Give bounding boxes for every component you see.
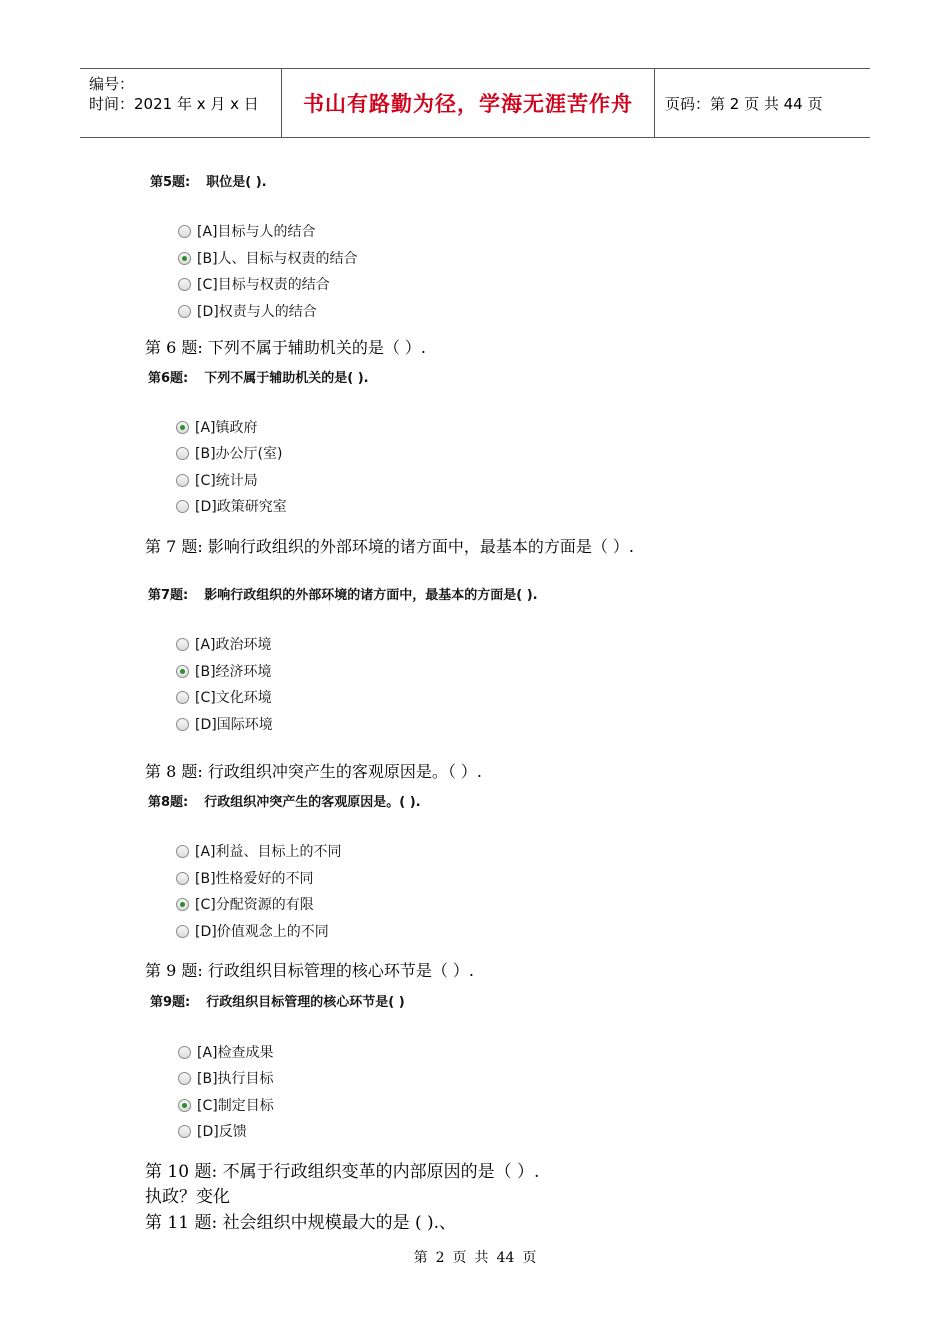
q8-option-d[interactable] (176, 922, 329, 940)
option-label: [B]人、目标与权责的结合 (197, 251, 358, 267)
q5-option-a[interactable] (178, 222, 316, 240)
option-label: [D]国际环境 (195, 717, 273, 733)
question-8-text: 第 8 题: 行政组织冲突产生的客观原因是。（ ）. (145, 762, 483, 781)
radio-selected-icon[interactable] (176, 421, 189, 434)
radio-button-icon[interactable] (176, 872, 189, 885)
option-label: [B]性格爱好的不同 (195, 871, 314, 887)
option-label: [A]政治环境 (195, 637, 272, 653)
q6-option-b[interactable] (176, 444, 282, 462)
radio-button-icon[interactable] (178, 1072, 191, 1085)
footer-page-number: 2 (435, 1250, 445, 1266)
q9-option-d[interactable] (178, 1122, 247, 1140)
question-text: 下列不属于辅助机关的是( ). (204, 371, 369, 386)
option-label: [D]权责与人的结合 (197, 304, 317, 320)
q6-option-a[interactable] (176, 418, 258, 436)
radio-button-icon[interactable] (176, 474, 189, 487)
q7-option-d[interactable] (176, 715, 273, 733)
header-meta-cell (80, 69, 282, 137)
option-label: [A]目标与人的结合 (197, 224, 316, 240)
radio-button-icon[interactable] (178, 1125, 191, 1138)
page-info: 页码：第 2 页 共 44 页 (665, 94, 823, 113)
question-number: 第8题: (148, 795, 189, 810)
radio-button-icon[interactable] (176, 718, 189, 731)
option-label: [B]经济环境 (195, 664, 272, 680)
question-text: 职位是( ). (206, 175, 267, 190)
question-10-text: 第 10 题: 不属于行政组织变革的内部原因的是（ ）. (145, 1162, 540, 1182)
question-text: 影响行政组织的外部环境的诸方面中，最基本的方面是( ). (204, 588, 538, 603)
radio-selected-icon[interactable] (176, 665, 189, 678)
footer-total-pages: 44 (496, 1250, 515, 1266)
footer-word: 页 (452, 1250, 467, 1266)
question-10-answer: 执政？变化 (145, 1187, 230, 1207)
q6-option-c[interactable] (176, 471, 258, 489)
radio-button-icon[interactable] (176, 691, 189, 704)
question-number: 第5题: (150, 175, 191, 190)
footer-word: 第 (413, 1250, 428, 1266)
radio-button-icon[interactable] (178, 278, 191, 291)
question-11-text: 第 11 题: 社会组织中规模最大的是 ( ).、 (145, 1213, 457, 1233)
number-label: 编号： (89, 75, 135, 93)
radio-button-icon[interactable] (178, 1046, 191, 1059)
header-page-cell (655, 69, 870, 137)
page-header (80, 68, 870, 138)
question-9-text: 第 9 题: 行政组织目标管理的核心环节是（ ）. (145, 961, 475, 980)
question-number: 第9题: (150, 995, 191, 1010)
question-6-label (148, 367, 369, 386)
footer-word: 共 (474, 1250, 489, 1266)
radio-button-icon[interactable] (176, 845, 189, 858)
radio-selected-icon[interactable] (176, 898, 189, 911)
q7-option-a[interactable] (176, 635, 272, 653)
question-6-text: 第 6 题: 下列不属于辅助机关的是（ ）. (145, 338, 427, 357)
radio-button-icon[interactable] (176, 447, 189, 460)
option-label: [C]统计局 (195, 473, 258, 489)
option-label: [A]镇政府 (195, 420, 258, 436)
option-label: [B]执行目标 (197, 1071, 274, 1087)
radio-button-icon[interactable] (178, 305, 191, 318)
q5-option-b[interactable] (178, 249, 358, 267)
option-label: [A]检查成果 (197, 1045, 274, 1061)
option-label: [C]制定目标 (197, 1098, 274, 1114)
question-5-label (150, 171, 267, 190)
option-label: [D]反馈 (197, 1124, 247, 1140)
q9-option-a[interactable] (178, 1043, 274, 1061)
option-label: [B]办公厅(室) (195, 446, 283, 462)
header-motto-cell (282, 69, 655, 137)
radio-button-icon[interactable] (176, 925, 189, 938)
q6-option-d[interactable] (176, 497, 287, 515)
q8-option-c[interactable] (176, 895, 314, 913)
question-7-text: 第 7 题: 影响行政组织的外部环境的诸方面中，最基本的方面是（ ）. (145, 537, 635, 556)
q7-option-c[interactable] (176, 688, 272, 706)
radio-button-icon[interactable] (176, 500, 189, 513)
q8-option-a[interactable] (176, 842, 342, 860)
q9-option-b[interactable] (178, 1069, 274, 1087)
option-label: [C]分配资源的有限 (195, 897, 314, 913)
footer-word: 页 (522, 1250, 537, 1266)
radio-selected-icon[interactable] (178, 1099, 191, 1112)
question-number: 第7题: (148, 588, 189, 603)
question-9-label (150, 991, 405, 1010)
option-label: [C]文化环境 (195, 690, 272, 706)
motto-text: 书山有路勤为径，学海无涯苦作舟 (303, 92, 633, 116)
option-label: [D]政策研究室 (195, 499, 287, 515)
q9-option-c[interactable] (178, 1096, 274, 1114)
q8-option-b[interactable] (176, 869, 314, 887)
question-text: 行政组织目标管理的核心环节是( ) (206, 995, 405, 1010)
option-label: [C]目标与权责的结合 (197, 277, 330, 293)
option-label: [A]利益、目标上的不同 (195, 844, 342, 860)
q5-option-c[interactable] (178, 275, 330, 293)
question-7-label (148, 584, 538, 603)
q5-option-d[interactable] (178, 302, 317, 320)
radio-button-icon[interactable] (176, 638, 189, 651)
question-8-label (148, 791, 421, 810)
radio-button-icon[interactable] (178, 225, 191, 238)
option-label: [D]价值观念上的不同 (195, 924, 329, 940)
question-number: 第6题: (148, 371, 189, 386)
question-text: 行政组织冲突产生的客观原因是。( ). (204, 795, 421, 810)
time-label: 时间：2021 年 x 月 x 日 (89, 95, 259, 113)
radio-selected-icon[interactable] (178, 252, 191, 265)
page-footer (0, 1247, 950, 1267)
q7-option-b[interactable] (176, 662, 272, 680)
